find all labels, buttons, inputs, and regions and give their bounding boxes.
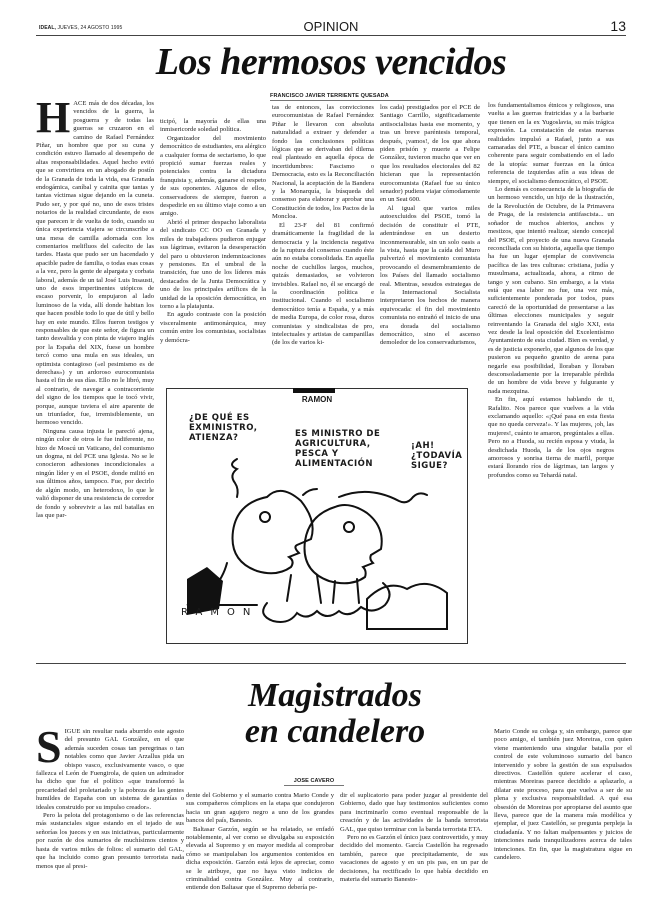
paragraph: Mario Conde su colega y, sin embargo, parece que poco amigo, el también juez Moreiras, con quien viene manteniendo una singular batalla por el control de este voluminoso sumario del banco intervenido y sobre la gestión de sus expulsados directivos. Castellón quiere acelerar el caso, mientras Moreiras parece decidido a aplazarlo, a dilatar este proceso, para que vuelva a ser de su plena y exclusiva responsabilidad. A qué esa obsesión de Moreiras por apropiarse del asunto que lleva, parece que de la manera más modélica y ejemplar, el juez Castellón, se pregunta perpleja la ciudadanía. Y no faltan malpensantes y juicios de intenciones nada tranquilizadores acerca de tales intenciones. En fin, que la magistratura sigue en candelero. — [494, 728, 632, 862]
cartoon-artist-label: RAMON — [301, 395, 333, 404]
paragraph: Organizador del movimiento democrático de estudiantes, era alérgico a cualquier forma de sectarismo, lo que propició sumar fuerzas reales y potenciales contra la dictadura franquista y, además, ganarse el respeto de sus oponentes. Algunos de ellos, conservadores de siempre, fueron a despedirle en su último viaje como a un amigo. — [160, 134, 266, 218]
paragraph: ACE más de dos décadas, los vencidos de la guerra, la posguerra y de todas las guerras se cruzaron en el camino de Rafael Fernández Piñar, un hombre que por su cuna y condición estuvo llamado al desempeño de altas responsabilidades. Aquel hecho evitó que se convirtiera en un abogado de postín de la Granada de toda la vida, esa Granada endogámica, caníbal y cainita que tantas y tantas víctimas sigue dejando en la cuneta. Pudo ser, y por qué no, uno de esos tristes notarios de la realidad circundante, de esos que parecen ir de vuelta de todo, cuando su única experiencia viajera se circunscribe a una mesa de camilla adornada con los comentarios melifluos del cafecito de las tardes. Hasta que pudo ser un hacendado y apacible padre de familia, o todas esas cosas a la vez, pero la gente de alpargata y corbata laboral, además de un tal José Luis Insausti, uno de esos impertinentes utópicos de escaso porvenir, lo empujaron al lado luminoso de la vida, allí donde habitan los que hacen posible todo lo que de útil y bello hay en este mundo. Ellos fueron testigos y responsables de que este señor, de figura un tanto desvalida y con pinta de viajero inglés por la España del XIX, fuese un hombre tercó como una mula en sus ideales, un optimista contagioso («el pesimismo es de derechas») y un ardoroso eurocomunista hasta el fin de sus días. Ello no le libró, muy al contrario, de navegar a contracorriente del signo de los tiempos que le tocó vivir, porque, aunque tuviera el aire aparente de un triunfador, fue, irremisiblemente, un hermoso vencido. — [36, 100, 154, 427]
paragraph: El 23-F del 81 confirmó dramáticamente la fragilidad de la democracia y la incidencia negativa de la ruptura del consenso cuando éste aún no estaba consolidada. En aquella noche de cuchillos largos, muchos, quizás demasiados, se volvieron invisibles. Rafael no, él se encargó de la coordinación política e institucional. Cuando el socialismo democrático tenía a España, y a más de media Europa, de color rosa, duros comunistas y sindicalistas de pro, intelectuales y artistas de campanillas (de los de varios ki- — [272, 221, 374, 347]
paragraph: Abrió el primer despacho laboralista del sindicato CC OO en Granada y miles de trabajadores pudieron enjugar sus lágrimas, evitaron la desesperación del paro u obtuvieron indemnizaciones y pensiones. En el umbral de la transición, fue uno de los líderes más destacados de la Junta Democrática y uno de los principales artífices de la unidad de la oposición democrática, en torno a la platajunta. — [160, 218, 266, 310]
headline-line-2: en candelero — [244, 713, 426, 750]
article2-column-1 — [36, 728, 184, 900]
article2-column-3 — [340, 792, 488, 902]
article-byline-2: JOSE CAVERO — [284, 778, 344, 786]
paragraph: IGUE sin resultar nada aburrido este agosto del presunto GAL González, en el que además suceden cosas tan peregrinas o tan notables como que Javier Arzallus pida un obispo vasco, exclusivamente vasco, o que fallezca el León de Fuengirola, de quien un admirador ha dicho que fue el político «que transformó la precariedad del proletariado y la pobreza de las gentes humildes de España con un sistema de garantías o ideales construido por su impulso creador». — [36, 728, 184, 811]
article-headline-2 — [190, 678, 480, 750]
cartoon-drawing-icon — [167, 389, 467, 643]
paragraph: Pero no es Garzón el único juez controvertido, y muy decidido del momento. García Castellón ha regresado también, parece que precipitadamente, de sus vacaciones de agosto y en un pis pas, en un par de decisiones, ha rectificado lo que había decidido en materia del sumario Banesto- — [340, 834, 488, 884]
article-column-2 — [160, 118, 266, 386]
issue-date: JUEVES, 24 AGOSTO 1995 — [57, 25, 123, 31]
paragraph: Pero la pelota del protagonismo o de las referencias más sustanciales sigue estando en el tejado de sus señorías los jueces y en sus iniciativas, particularmente por razón de dos sumarios de muchísimos cientos y hasta de varios miles de folios: el sumario del GAL, que ha incluido como gran presunto terrorista nada menos que al presi- — [36, 812, 184, 870]
article2-column-4 — [494, 728, 632, 904]
headline-line-1: Magistrados — [248, 677, 422, 714]
speech-bubble-1: ¿DE QUÉ ES EXMINISTRO, ATIENZA? — [189, 413, 258, 443]
paragraph: Al igual que varios miles autoexcluidos del PSOE, tomó la decisión de constituir el PTE, adentrándose en un desierto inconmensurable, sin un solo oasis a la vista, hasta que la caída del Muro pulverizó el movimiento comunista provocando el desmembramiento de los Países del llamado socialismo real. Mientras, sesudos estrategas de la Internacional Socialista interpretaron los hechos de manera equivocada: el fin del movimiento comunista no entrañó el inicio de una era dorada del socialismo democrático, sino el ascenso demoledor de los conservadurismos, — [380, 204, 480, 347]
article-column-4 — [380, 104, 480, 386]
article-byline: FRANCISCO JAVIER TERRIENTE QUESADA — [270, 93, 430, 101]
paragraph: los cada) prestigiados por el PCE de Santiago Carrillo, significadamente antisocialistas hasta ese momento, y tras un breve paréntesis temporal, después, ¡vamos!, de los que ahora piden prisión y muerte a Felipe González, tuvieron mucho que ver en que los resultados electorales del 82 hicieran que la representación eurocomunista (Rafael fue su único senador) pudiera viajar cómodamente en un Seat 600. — [380, 104, 480, 204]
paragraph: dir el suplicatorio para poder juzgar al presidente del Gobierno, dado que hay testimonios suficientes como para incriminarlo como eventual responsable de la creación y de las actividades de la banda terrorista GAL, que quiso terminar con la banda terrorista ETA. — [340, 792, 488, 833]
drop-cap: H — [36, 100, 71, 142]
speech-bubble-2: ES MINISTRO DE AGRICULTURA, PESCA Y ALIMENTACIÓN — [295, 429, 381, 469]
paragraph: Ninguna causa injusta le pareció ajena, ningún color de otros le fue indiferente, no hizo de Moscú un Vaticano, del comunismo un dogma, ni del PCE una Iglesia. No se le conocieron adhesiones incondicionales a ningún líder y en el PSOE, donde militó en sus últimos años, tampoco. Fue, por decirlo de algún modo, un heterodoxo, lo que le valió disponer de una resistencia de corredor de fondo y sobrevivir a las mil batallas en las que par- — [36, 427, 154, 519]
article-separator — [36, 663, 626, 664]
paragraph: En fin, aquí estamos hablando de ti, Rafalito. Nos parece que vuelves a la vida exclamando aquello: «¡Qué pasa en esta fiesta que no queda cerveza!». Y las mujeres, ¡oh, las mujeres!, cuánto te amaron, pregúntales a ellas. Pero no a Huoda, su recién esposa y viuda, la desdichada Huoda, la de los ojos negros amorosos y sonrisa tierna de marfil, porque estará llorando ríos de lágrimas, tan largos y profundos como su Tehardá natal. — [488, 396, 614, 479]
paragraph: Baltasar Garzón, según se ha relatado, se enfadó notablemente, al ver como se divulgaba su exposición elevada al Supremo y en mayor medida al comprobar cómo se manipulaban los argumentos contenidos en dicha exposición. Garzón está lejos de apreciar, como se le atribuye, que no haya visto indicios de criminalidad contra González. Muy al contrario, entiende don Baltasar que el Supremo debería pe- — [186, 825, 334, 892]
article-headline: Los hermosos vencidos — [155, 41, 507, 83]
paragraph: tas de entonces, las convicciones eurocomunistas de Rafael Fernández Piñar le llevaron con absoluta naturalidad a extraer y defender a fondo las conclusiones políticas lógicas que se derivaban del dilema real planteado en aquella época de incertidumbres: Fascismo o Democracia, esto es la Reconciliación Nacional, la aceptación de la Bandera y la Monarquía, la búsqueda del consenso para elaborar y aprobar una Constitución de todos, los Pactos de la Moncloa. — [272, 104, 374, 221]
running-header — [36, 18, 626, 36]
paragraph: dente del Gobierno y el sumario contra Mario Conde y sus compañeros cómplices en la etapa que condujeron hacia un gran agujero negro a uno de los grandes bancos del país, Banesto. — [186, 792, 334, 825]
section-name: OPINION — [303, 19, 359, 34]
page-number: 13 — [610, 18, 626, 34]
paragraph: Lo demás es consecuencia de la biografía de un hermoso vencido, un hijo de la ilustración, de la Revolución de Octubre, de la Primavera de Praga, de la resistencia antifascista... un soñador de muchos abiertos, anchos y mestizos, que intentó realizar, siendo concejal del PSOE, el proyecto de una nueva Granada reconciliada con su historia, aquella que tiempo ha fue un lugar ejemplar de convivencia pacífica de las tres culturas: cristiana, judía y musulmana, actualizada, ahora, a ritmo de tango y son cubano. Sin embargo, a la vista está que esa labor no fue, una vez más, suficientemente ponderada por todos, pues careció de la oportunidad de presentarse a las últimas elecciones municipales y seguir reinventando la Granada del siglo XXI, esta vez desde la leal oposición del Excelentísimo Ayuntamiento de esta ciudad. Bien es verdad, y es de justicia exponerlo, que algunos de los que pusieron su pequeño granito de arena para negarle esa posibilidad, lloraban y lloraban desconsoladamente por la irreparable pérdida de un hombre de vida breve y fulgurante y nada mezquina. — [488, 186, 614, 395]
article-column-1 — [36, 100, 154, 648]
article-column-5 — [488, 102, 614, 648]
editorial-cartoon — [166, 388, 468, 644]
drop-cap: S — [36, 728, 62, 772]
paragraph: los fundamentalismos étnicos y religiosos, una vuelta a las guerras fratricidas y a la barbarie que tienen en la ex Yugoslavia, su más trágica expresión. La constatación de estas nuevas realidades impulsó a Rafael, junto a sus camaradas del PTE, a buscar el único camino coherente para seguir combatiendo en el lado de la utopía: sumar fuerzas en la única referencia de izquierdas afín a sus ideas de siempre, el socialismo democrático, el PSOE. — [488, 102, 614, 185]
paragraph: ticipó, la mayoría de ellas una inmisericorde soledad política. — [160, 118, 266, 134]
article2-column-2 — [186, 792, 334, 902]
paper-name: IDEAL, — [39, 25, 56, 31]
cartoon-signature: RAMON — [181, 607, 259, 618]
paragraph: En agudo contraste con la posición visceralmente antimonárquica, muy común entre los comunistas, socialistas y demócra- — [160, 311, 266, 344]
article-column-3 — [272, 104, 374, 386]
speech-bubble-3: ¡AH! ¿TODAVÍA SIGUE? — [411, 441, 463, 471]
